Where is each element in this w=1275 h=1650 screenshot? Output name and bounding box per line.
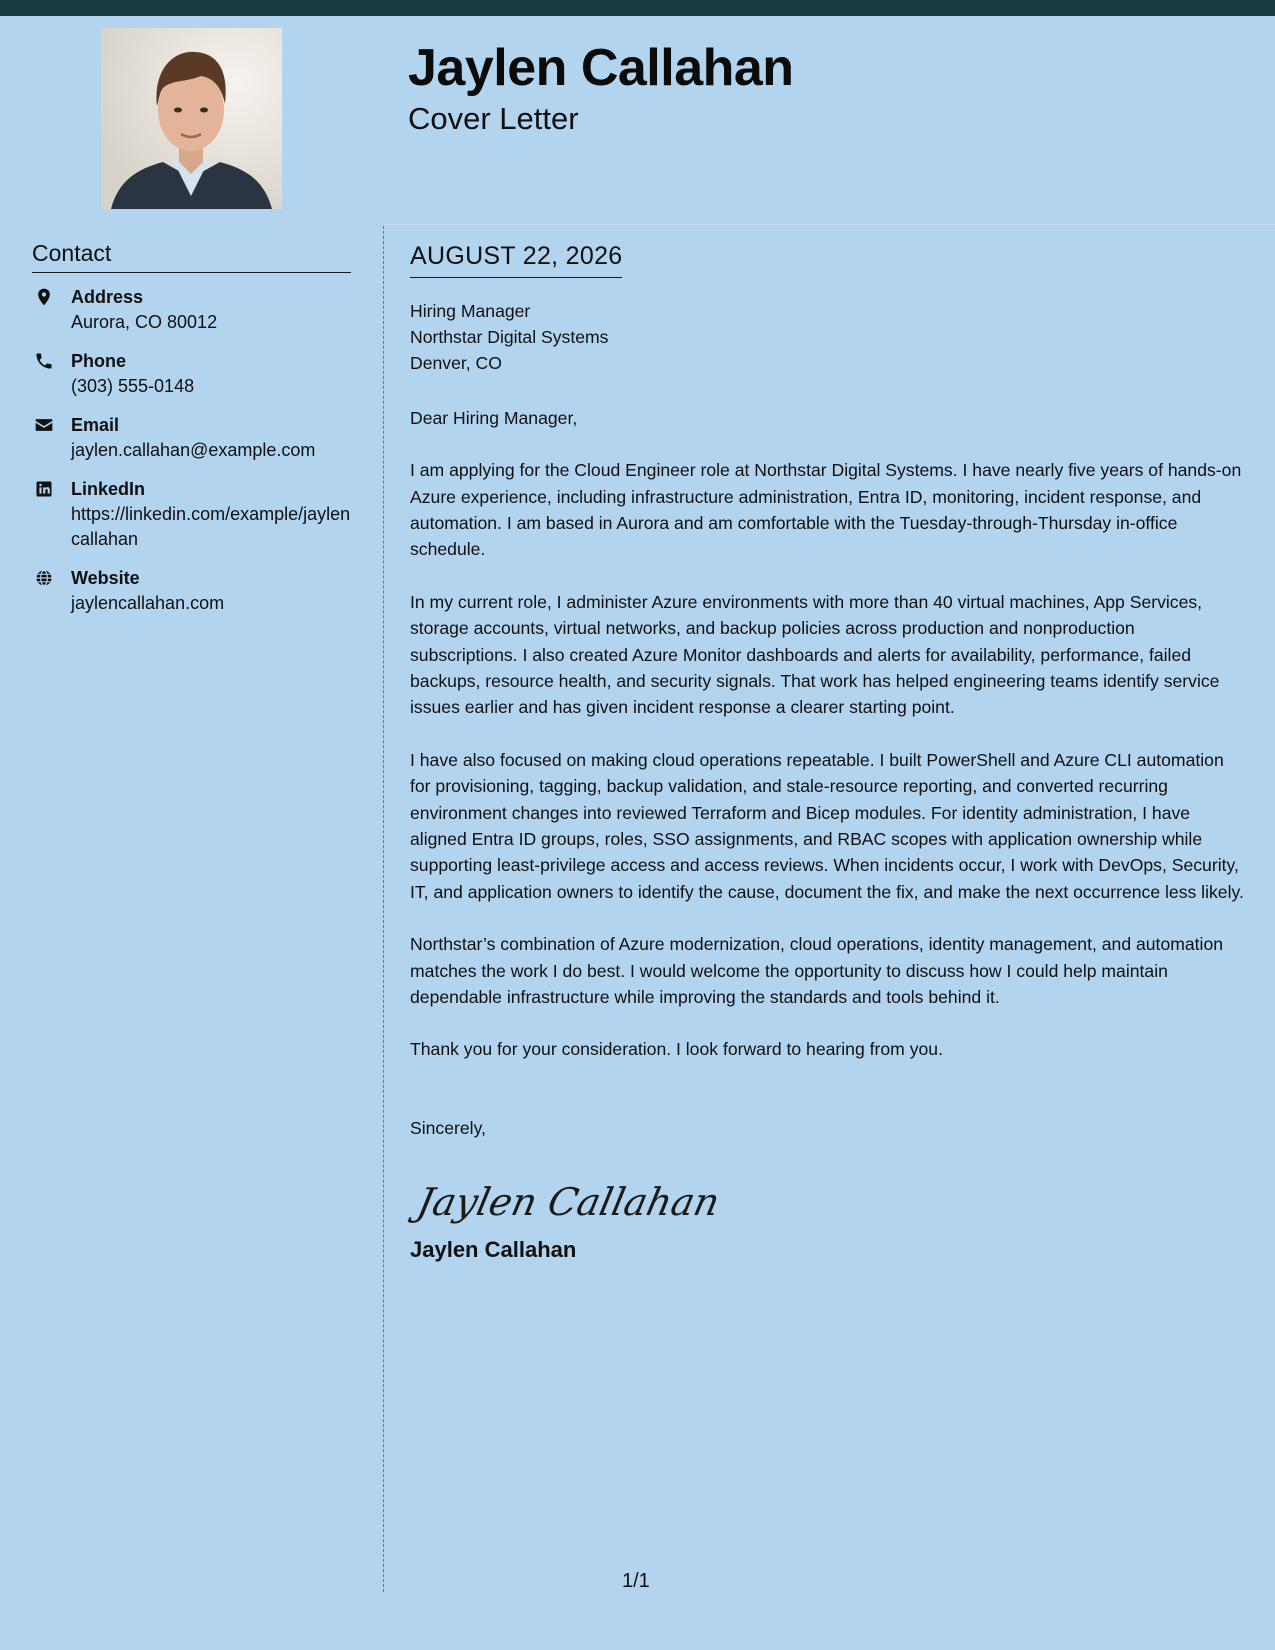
contact-value: (303) 555-0148 xyxy=(71,376,195,396)
contact-value: jaylencallahan.com xyxy=(71,593,225,613)
contact-label: LinkedIn xyxy=(71,479,146,499)
linkedin-icon xyxy=(34,479,54,499)
body-paragraph: Thank you for your consideration. I look forward to hearing from you. xyxy=(410,1039,943,1060)
recipient-block xyxy=(410,298,1244,377)
contact-item-address xyxy=(32,285,352,335)
contact-label: Address xyxy=(71,287,144,307)
contact-label: Email xyxy=(71,415,120,435)
body-paragraph: Northstar’s combination of Azure modernization, cloud operations, identity management, and automation matches the work I do best. I would welcome the opportunity to discuss how I could help maintain dependable infrastructure while improving the standards and tools behind it. xyxy=(410,934,1224,1008)
envelope-icon xyxy=(34,415,54,435)
recipient-line: Hiring Manager xyxy=(410,300,531,321)
recipient-line: Denver, CO xyxy=(410,353,502,374)
contact-value: Aurora, CO 80012 xyxy=(71,312,218,332)
contact-item-phone xyxy=(32,349,352,399)
phone-icon xyxy=(34,351,54,371)
profile-photo xyxy=(101,28,282,209)
closing: Sincerely, xyxy=(410,1117,486,1138)
signed-name: Jaylen Callahan xyxy=(410,1237,577,1263)
contact-value: https://linkedin.com/example/jaylencallahan xyxy=(71,504,351,549)
svg-text:Jaylen Callahan: Jaylen Callahan xyxy=(413,1180,724,1226)
applicant-name: Jaylen Callahan xyxy=(408,39,794,97)
top-bar xyxy=(0,0,1275,16)
body-paragraph: I am applying for the Cloud Engineer role at Northstar Digital Systems. I have nearly five years of hands-on Azure experience, including infrastructure administration, Entra ID, monitoring, incident response, and automation. I am based in Aurora and am comfortable with the Tuesday-through-Thursday in-office schedule. xyxy=(410,460,1242,560)
contact-item-email xyxy=(32,413,352,463)
body-paragraph: In my current role, I administer Azure environments with more than 40 virtual machines, App Services, storage accounts, virtual networks, and backup policies across production and nonproduction subscriptions. I also created Azure Monitor dashboards and alerts for availability, performance, failed backups, resource health, and security signals. That work has helped engineering teams identify service issues earlier and has given incident response a clearer starting point. xyxy=(410,591,1220,718)
contact-label: Phone xyxy=(71,351,127,371)
contact-item-linkedin xyxy=(32,477,352,552)
contact-item-website xyxy=(32,566,352,616)
contact-list xyxy=(32,285,352,630)
contact-label: Website xyxy=(71,568,140,588)
document-type-title: Cover Letter xyxy=(408,101,579,136)
column-divider xyxy=(383,226,384,1592)
handwritten-signature xyxy=(410,1165,1244,1235)
salutation: Dear Hiring Manager, xyxy=(410,407,578,428)
letter-date: AUGUST 22, 2026 xyxy=(410,240,622,278)
recipient-line: Northstar Digital Systems xyxy=(410,326,609,347)
contact-heading: Contact xyxy=(32,240,351,273)
letter-body xyxy=(410,240,1244,1264)
globe-icon xyxy=(34,568,54,588)
map-pin-icon xyxy=(34,287,54,307)
body-paragraph: I have also focused on making cloud operations repeatable. I built PowerShell and Azure CLI automation for provisioning, tagging, backup validation, and stale-resource reporting, and converted recurring environment changes into reviewed Terraform and Bicep modules. For identity administration, I have aligned Entra ID groups, roles, SSO assignments, and RBAC scopes with application ownership while supporting least-privilege access and access reviews. When incidents occur, I work with DevOps, Security, IT, and application owners to identify the cause, document the fix, and make the next occurrence less likely. xyxy=(410,749,1244,902)
contact-value: jaylen.callahan@example.com xyxy=(71,440,316,460)
page-number: 1/1 xyxy=(622,1570,650,1592)
header-divider xyxy=(384,224,1275,225)
